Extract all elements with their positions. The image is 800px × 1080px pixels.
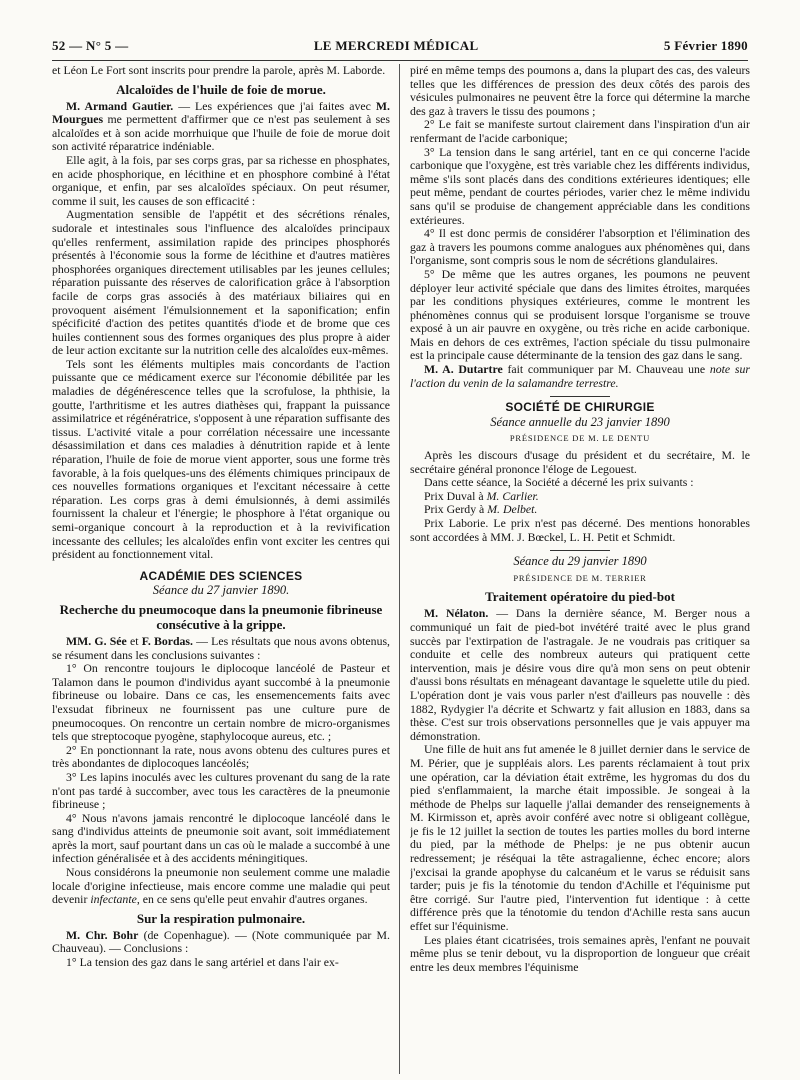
paragraph: 3° La tension dans le sang artériel, tant en ce qui concerne l'acide carbonique que l'oxygène, est très variable chez les différents individus, même s'ils sont placés dans des conditions extérieures identiques; elle peut même, pendant de courtes périodes, varier chez le même individu sans qu'il se produise de changement appréciable dans les conditions extérieures. xyxy=(410,144,750,227)
paragraph: 4° Il est donc permis de considérer l'absorption et l'élimination des gaz à travers les poumons comme analogues aux phénomènes qui, dans l'organisme, sont compris sous le nom de sécrétions glandulaires. xyxy=(410,226,750,268)
session-date: Séance du 27 janvier 1890. xyxy=(152,583,290,598)
paragraph: M. Chr. Bohr (de Copenhague). — (Note communiquée par M. Chauveau). — Conclusions : xyxy=(52,927,390,956)
paragraph: Dans cette séance, la Société a décerné les prix suivants : xyxy=(424,475,694,490)
paragraph: Nous considérons la pneumonie non seulement comme une maladie locale d'origine infectieuse, mais encore comme une maladie qui peut devenir infectante, en ce sens qu'elle peut envahir d'autres organes. xyxy=(52,865,390,907)
presidency: PRÉSIDENCE DE M. TERRIER xyxy=(513,572,647,583)
paragraph: Après les discours d'usage du président et du secrétaire, M. le secrétaire général prononce l'éloge de Legouest. xyxy=(410,448,750,476)
paragraph: M. Nélaton. — Dans la dernière séance, M. Berger nous a communiqué un fait de pied-bot invétéré traité avec le plus grand succès par l'extirpation de l'astragale. Je ne voudrais pas critiquer sa conduite et celle des nombreux auteurs qui pratiquent cette intervention, mais je désire vous dire qu'à mon sens on peut obtenir d'aussi bons résultats en ménageant davantage le squelette utile du pied. L'opération dont je vais vous parler n'est d'ailleurs pas nouvelle : dès 1882, Rydygier l'a décrite et Schwartz y fait allusion en 1883, dans sa thèse. C'est sur trois observations personnelles que je vais appuyer ma démonstration. xyxy=(410,606,750,743)
session-date: Séance annuelle du 23 janvier 1890 xyxy=(490,414,670,429)
issue-date: 5 Février 1890 xyxy=(663,38,748,53)
section-heading: Sur la respiration pulmonaire. xyxy=(136,910,306,926)
journal-title: LE MERCREDI MÉDICAL xyxy=(313,38,479,53)
paragraph: 2° En ponctionnant la rate, nous avons obtenu des cultures pures et très abondantes de diplocoques lancéolés; xyxy=(52,742,390,771)
society-heading: ACADÉMIE DES SCIENCES xyxy=(139,568,303,583)
paragraph: 4° Nous n'avons jamais rencontré le diplocoque lancéolé dans le sang d'individus atteints de pneumonie soit avant, soit immédiatement après la mort, sauf pourtant dans un cas où le malade a succombé à une infection généralisée et à des accidents méningitiques. xyxy=(52,810,390,866)
speaker-name: M. A. Dutartre xyxy=(424,362,503,377)
paragraph: 3° Les lapins inoculés avec les cultures provenant du sang de la rate n'ont pas tardé à succomber, avec tous les caractères de la pneumonie fibrineuse ; xyxy=(52,769,390,812)
paragraph: Une fille de huit ans fut amenée le 8 juillet dernier dans le service de M. Périer, que je suppléais alors. Les parents réclamaient à tout prix une opération, car la déviation était extrême, les hygromas du dos du pied s'enflammaient, la marche était impossible. Je songeai à la méthode de Phelps sur laquelle j'allai demander des renseignements à M. Kirmisson et, après avoir conféré avec notre si obligeant collègue, je fis le 12 juillet la section de toutes les parties molles du bord interne du pied, par la méthode de Phelps: je ne pus obtenir aucun redressement; je réséquai la tête astragalienne, échec encore; alors j'excisai la grande apophyse du calcanéum et le varus se réduisit sans tarder; puis je fis la ténotomie du tendon d'Achille et l'équinisme put être corrigé. Sur l'autre pied, l'intervention fut identique : à cette différence près que la ténotomie du tendon d'Achille resta sans aucun effet sur l'équinisme. xyxy=(410,742,750,934)
paragraph: 5° De même que les autres organes, les poumons ne peuvent déployer leur activité spéciale que dans des limites étroites, marquées par les conditions physiques extérieures, comme le montrent les phénomènes connus qui se produisent lorsque l'organisme se trouve exposé à un air pauvre en oxygène, ou très riche en acide carbonique. Mais en dehors de ces extrêmes, l'action spéciale du tissu pulmonaire est la principale cause déterminante de la tension des gaz dans le sang. xyxy=(410,266,750,363)
paragraph: Augmentation sensible de l'appétit et des sécrétions rénales, sudorale et intestinales sous l'influence des alcaloïdes principaux qu'elles renferment, assimilation rapide des principes phosphorés présentés à l'économie sous la forme de lécithine et d'autres matières phosphorées organiques directement utilisables par les jeunes cellules; réparation puissante des réserves de calorification grâce à l'absorption facile de corps gras associés à des matériaux biliaires qui en provoquent aisément l'émulsionnement et la saponification; enfin spécificité d'action des petites quantités d'iode et de brome que ces huiles contiennent sous des formes organiques des plus propre à aider de leur action excitante sur la nutrition celle des alcaloïdes eux-mêmes. xyxy=(52,207,390,358)
paragraph: 1° On rencontre toujours le diplocoque lancéolé de Pasteur et Talamon dans le poumon d'individus ayant succombé à la pneumonie fibrineuse ou lobaire. Dans ce cas, les ensemencements faits avec l'exsudat fibrineux ne fournissent pas une culture pure de pneumocoques. On rencontre un certain nombre de micro-organismes tels que streptocoque pyogène, staphylocoque aureus, etc. ; xyxy=(52,661,390,744)
paragraph: et Léon Le Fort sont inscrits pour prendre la parole, après M. Laborde. xyxy=(52,64,386,77)
section-heading: Traitement opératoire du pied-bot xyxy=(485,589,675,605)
section-heading: Recherche du pneumocoque dans la pneumonie fibrineuse consécutive à la grippe. xyxy=(59,601,383,632)
session-date: Séance du 29 janvier 1890 xyxy=(513,554,647,569)
header-rule xyxy=(52,60,748,61)
section-rule xyxy=(550,396,610,397)
speaker-name: F. Bordas. xyxy=(141,633,193,648)
paragraph: 1° La tension des gaz dans le sang artériel et dans l'air ex- xyxy=(66,955,339,970)
right-column xyxy=(410,64,750,1074)
presidency: PRÉSIDENCE DE M. LE DENTU xyxy=(509,433,651,444)
speaker-name: M. Mourgues xyxy=(52,98,390,127)
speaker-name: MM. G. Sée xyxy=(66,633,127,648)
section-heading: Alcaloïdes de l'huile de foie de morue. xyxy=(116,81,326,97)
prize-line: Prix Gerdy à M. Delbet. xyxy=(424,502,538,517)
left-column xyxy=(52,64,390,1074)
speaker-name: M. Armand Gautier. xyxy=(66,98,174,113)
page-header xyxy=(52,38,748,58)
paragraph: MM. G. Sée et F. Bordas. — Les résultats que nous avons obtenus, se résument dans les conclusions suivantes : xyxy=(52,633,390,662)
speaker-name: M. Nélaton. xyxy=(424,606,489,621)
page-number: 52 — N° 5 — xyxy=(52,38,129,53)
paragraph: M. Armand Gautier. — Les expériences que j'ai faites avec M. Mourgues me permettent d'affirmer que ce n'est pas seulement à ses alcaloïdes et à son acide morrhuique que l'huile de foie de morue doit son activité réparatrice indéniable. xyxy=(52,98,390,154)
paragraph: M. A. Dutartre fait communiquer par M. Chauveau une note sur l'action du venin de la salamandre terrestre. xyxy=(410,362,750,390)
prize-line: Prix Duval à M. Carlier. xyxy=(424,488,539,503)
paragraph: piré en même temps des poumons a, dans la plupart des cas, des valeurs telles que les différences de pression des deux côtés des parois des vésicules pulmonaires ne peuvent être la force qui détermine la marche des gaz à travers le tissu des poumons ; xyxy=(410,64,750,118)
column-divider xyxy=(399,64,400,1074)
paragraph: Elle agit, à la fois, par ses corps gras, par sa richesse en phosphates, en acide phosphorique, en lécithine et en phosphore combiné à l'état organique, et enfin, par ses alcaloïdes spéciaux. On peut résumer, comme il suit, les causes de son efficacité : xyxy=(52,152,390,208)
society-heading: SOCIÉTÉ DE CHIRURGIE xyxy=(505,400,655,415)
paragraph: 2° Le fait se manifeste surtout clairement dans l'inspiration d'un air renfermant de l'acide carbonique; xyxy=(410,117,750,145)
speaker-name: M. Chr. Bohr xyxy=(66,927,139,942)
paragraph: Tels sont les éléments multiples mais concordants de l'action puissante que ce médicament exerce sur l'économie débilitée par les maladies de dégénérescence telles que la scrofulose, la phthisie, la goutte, l'arthritisme et les autres diathèses qui, frappant la puissance assimilatrice et régénératrice, s'opposent à une réparation suffisante des tissus. L'activité vitale a pour corrélation nécessaire une incessante désassimilation et dans ces maladies à dénutrition rapide et à lente réparation, l'huile de foie de morue vient apporter, sous une forme très favorable, à la fois quelques-uns des éléments chimiques principaux de ces nouvelles formations organiques et l'excitant nécessaire à cette réparation. Les corps gras à demi émulsionnés, à demi assimilés fournissent la chaleur et l'énergie; le phosphore à l'état organique ou semi-organique concourt à la reproduction et à la revivification incessante des cellules; les alcaloïdes enfin vont exciter les centres qui président au fonctionnement vital. xyxy=(52,356,390,562)
section-rule xyxy=(550,550,610,551)
paragraph: Les plaies étant cicatrisées, trois semaines après, l'enfant ne pouvait même plus se tenir debout, vu la disproportion de longueur que créait entre les deux membres l'équinisme xyxy=(410,932,750,974)
prize-line: Prix Laborie. Le prix n'est pas décerné. Des mentions honorables sont accordées à MM. J. Bœckel, L. H. Petit et Schmidt. xyxy=(410,516,750,544)
